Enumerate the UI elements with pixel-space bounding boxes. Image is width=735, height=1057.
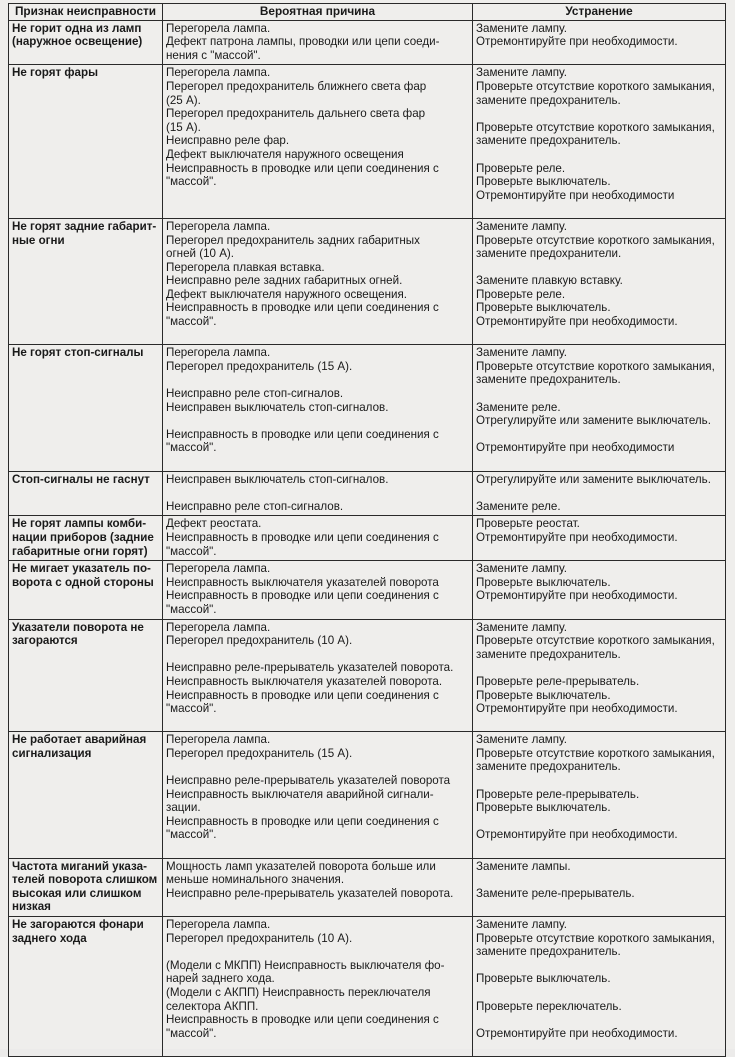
cause-line: Перегорел предохранитель дальнего света фар: [166, 107, 426, 121]
remedy-line: [476, 107, 722, 121]
remedy-cell: [473, 516, 726, 561]
table-row: [9, 619, 726, 732]
remedy-line: Проверьте выключатель.: [476, 688, 611, 702]
cause-line: "массой".: [166, 602, 217, 616]
cause-line: [166, 760, 469, 774]
symptom-cell: [9, 516, 163, 561]
cause-line: [166, 945, 469, 959]
remedy-line: Отремонтируйте при необходимости: [476, 441, 675, 455]
table-row: [9, 65, 726, 219]
cause-line: Перегорел предохранитель (15 А).: [166, 359, 353, 373]
remedy-line: Замените реле.: [476, 499, 561, 513]
cause-line: Перегорела лампа.: [166, 346, 271, 360]
cause-cell: [163, 516, 473, 561]
remedy-line: Замените лампу.: [476, 66, 567, 80]
cause-line: Дефект патрона лампы, проводки или цепи соеди-: [166, 35, 440, 49]
cause-line: (Модели с МКПП) Неисправность выключателя фо-: [166, 958, 445, 972]
cause-line: Перегорел предохранитель (10 А).: [166, 634, 353, 648]
cause-line: Перегорел предохранитель (10 А).: [166, 931, 353, 945]
remedy-line: Замените лампу.: [476, 219, 567, 233]
cause-line: Перегорел предохранитель (15 А).: [166, 746, 353, 760]
remedy-line: Проверьте отсутствие короткого замыкания, замените предохранитель.: [476, 931, 715, 959]
cause-line: Неисправность выключателя указателей поворота: [166, 575, 439, 589]
remedy-line: [476, 873, 722, 887]
cause-line: Перегорела лампа.: [166, 562, 271, 576]
symptom-cell: [9, 732, 163, 858]
cause-line: Неисправность в проводке или цепи соединения с: [166, 589, 439, 603]
remedy-line: Отрегулируйте или замените выключатель.: [476, 472, 711, 486]
remedy-line: Отремонтируйте при необходимости: [476, 188, 675, 202]
remedy-line: Проверьте реле.: [476, 161, 566, 175]
table-row: [9, 218, 726, 344]
remedy-line: Проверьте выключатель.: [476, 301, 611, 315]
remedy-line: [476, 603, 722, 617]
remedy-line: [476, 815, 722, 829]
table-row: [9, 917, 726, 1057]
table-row: [9, 20, 726, 65]
symptom-line: (наружное освещение): [12, 35, 143, 49]
remedy-line: Замените реле-прерыватель.: [476, 886, 635, 900]
remedy-line: Проверьте реле-прерыватель.: [476, 674, 640, 688]
remedy-line: Отремонтируйте при необходимости.: [476, 315, 678, 329]
remedy-line: [476, 387, 722, 401]
remedy-line: Отремонтируйте при необходимости.: [476, 35, 678, 49]
remedy-line: [476, 329, 722, 343]
remedy-line: Проверьте отсутствие короткого замыкания, замените предохранитель.: [476, 634, 715, 661]
remedy-line: Проверьте реостат.: [476, 517, 580, 531]
symptom-line: сигнализация: [12, 746, 92, 760]
symptom-line: Не горят задние габарит-: [12, 219, 157, 233]
symptom-cell: [9, 917, 163, 1057]
cause-line: Неисправен выключатель стоп-сигналов.: [166, 472, 389, 486]
cause-line: Неисправность в проводке или цепи соединения с: [166, 301, 439, 315]
remedy-cell: [473, 65, 726, 219]
cause-line: Перегорела лампа.: [166, 620, 271, 634]
remedy-line: [476, 49, 722, 63]
symptom-cell: [9, 345, 163, 471]
cause-line: Перегорел предохранитель ближнего света фар: [166, 79, 427, 93]
symptom-line: телей поворота слишком: [12, 873, 158, 887]
remedy-line: Проверьте отсутствие короткого замыкания, замените предохранители.: [476, 233, 715, 261]
remedy-cell: [473, 917, 726, 1057]
cause-line: Неисправность выключателя указателей поворота.: [166, 674, 443, 688]
troubleshooting-table: [8, 3, 726, 1057]
remedy-line: Проверьте выключатель.: [476, 575, 611, 589]
cause-line: Дефект выключателя наружного освещения.: [166, 287, 407, 301]
cause-line: [166, 486, 469, 500]
symptom-line: Не горит одна из ламп: [12, 21, 142, 35]
cause-cell: [163, 471, 473, 516]
remedy-line: [476, 1013, 722, 1027]
remedy-line: [476, 959, 722, 973]
symptom-line: Не работает аварийная: [12, 733, 147, 747]
symptom-line: Не загораются фонари: [12, 918, 144, 931]
cause-line: "массой".: [166, 828, 217, 842]
remedy-cell: [473, 732, 726, 858]
remedy-line: Отрегулируйте или замените выключатель.: [476, 414, 711, 428]
cause-line: [166, 373, 469, 387]
remedy-line: Замените лампу.: [476, 346, 567, 360]
remedy-line: Замените лампу.: [476, 620, 567, 634]
remedy-line: [476, 986, 722, 1000]
cause-line: Неисправен выключатель стоп-сигналов.: [166, 400, 389, 414]
cause-cell: [163, 858, 473, 916]
cause-line: "массой".: [166, 441, 217, 455]
symptom-cell: [9, 561, 163, 619]
remedy-line: [476, 716, 722, 730]
remedy-line: Проверьте реле-прерыватель.: [476, 787, 640, 801]
cause-cell: [163, 561, 473, 619]
cause-line: зации.: [166, 801, 201, 815]
cause-cell: [163, 20, 473, 65]
table-row: [9, 561, 726, 619]
cause-line: Мощность ламп указателей поворота больше или: [166, 859, 436, 873]
remedy-line: Проверьте отсутствие короткого замыкания, замените предохранитель.: [476, 359, 715, 387]
remedy-line: Замените лампы.: [476, 859, 571, 873]
table-row: [9, 858, 726, 916]
remedy-line: Отремонтируйте при необходимости.: [476, 530, 678, 544]
remedy-line: Замените реле.: [476, 400, 561, 414]
remedy-line: Отремонтируйте при необходимости.: [476, 702, 678, 716]
cause-line: Неисправно реле фар.: [166, 134, 290, 148]
cause-line: Неисправно реле стоп-сигналов.: [166, 387, 344, 401]
remedy-line: [476, 148, 722, 162]
symptom-line: Не горят стоп-сигналы: [12, 346, 144, 360]
remedy-line: [476, 202, 722, 216]
remedy-line: [476, 428, 722, 442]
cause-cell: [163, 917, 473, 1057]
cause-line: (Модели с АКПП) Неисправность переключателя: [166, 985, 431, 999]
cause-line: Неисправно реле-прерыватель указателей поворота.: [166, 661, 454, 675]
remedy-line: [476, 261, 722, 275]
cause-line: огней (10 А).: [166, 247, 235, 261]
cause-line: "массой".: [166, 702, 217, 716]
symptom-line: Не мигает указатель по-: [12, 562, 151, 576]
cause-line: Неисправность в проводке или цепи соединения с: [166, 530, 439, 544]
remedy-line: [476, 545, 722, 559]
cause-line: [166, 648, 469, 662]
cause-cell: [163, 345, 473, 471]
cause-cell: [163, 619, 473, 732]
cause-cell: [163, 732, 473, 858]
remedy-line: [476, 774, 722, 788]
remedy-line: Проверьте выключатель.: [476, 801, 611, 815]
cause-line: Неисправность в проводке или цепи соединения с: [166, 1013, 439, 1027]
cause-line: Неисправность в проводке или цепи соединения с: [166, 814, 439, 828]
remedy-line: Проверьте переключатель.: [476, 999, 622, 1013]
symptom-line: нации приборов (задние: [12, 530, 154, 544]
cause-line: нарей заднего хода.: [166, 972, 275, 986]
remedy-line: Замените лампу.: [476, 918, 567, 931]
cause-line: "массой".: [166, 175, 217, 189]
symptom-header: Признак неисправности: [9, 4, 163, 21]
cause-line: Неисправность выключателя аварийной сигнали-: [166, 787, 434, 801]
cause-line: Перегорел предохранитель задних габаритных: [166, 233, 420, 247]
cause-line: Дефект выключателя наружного освещения: [166, 147, 404, 161]
remedy-line: [476, 842, 722, 856]
remedy-line: [476, 455, 722, 469]
remedy-line: Проверьте реле.: [476, 287, 566, 301]
remedy-line: Замените лампу.: [476, 21, 567, 35]
remedy-cell: [473, 858, 726, 916]
symptom-cell: [9, 619, 163, 732]
symptom-line: низкая: [12, 900, 51, 914]
symptom-line: Не горят лампы комби-: [12, 517, 147, 531]
symptom-line: загораются: [12, 634, 78, 648]
symptom-line: высокая или слишком: [12, 886, 142, 900]
cause-cell: [163, 65, 473, 219]
remedy-header: Устранение: [473, 4, 726, 21]
remedy-line: Замените лампу.: [476, 733, 567, 747]
remedy-line: Отремонтируйте при необходимости.: [476, 828, 678, 842]
cause-line: Перегорела лампа.: [166, 918, 271, 931]
cause-line: Неисправность в проводке или цепи соединения с: [166, 161, 439, 175]
symptom-cell: [9, 858, 163, 916]
symptom-line: Стоп-сигналы не гаснут: [12, 472, 150, 486]
symptom-cell: [9, 218, 163, 344]
symptom-line: габаритные огни горят): [12, 544, 148, 558]
remedy-line: Проверьте отсутствие короткого замыкания, замените предохранитель.: [476, 120, 715, 148]
cause-line: Неисправно реле-прерыватель указателей поворота: [166, 774, 451, 788]
remedy-line: Отремонтируйте при необходимости.: [476, 1026, 678, 1040]
remedy-cell: [473, 619, 726, 732]
remedy-cell: [473, 471, 726, 516]
table-row: [9, 471, 726, 516]
symptom-cell: [9, 65, 163, 219]
remedy-line: [476, 661, 722, 675]
table-row: [9, 732, 726, 858]
remedy-line: [476, 1040, 722, 1054]
cause-line: Неисправность в проводке или цепи соединения с: [166, 688, 439, 702]
remedy-cell: [473, 345, 726, 471]
cause-line: Неисправно реле-прерыватель указателей поворота.: [166, 886, 454, 900]
remedy-line: [476, 486, 722, 500]
cause-line: Перегорела лампа.: [166, 66, 271, 80]
remedy-line: Проверьте отсутствие короткого замыкания, замените предохранитель.: [476, 79, 715, 107]
table-row: [9, 345, 726, 471]
symptom-line: ные огни: [12, 233, 65, 247]
cause-line: Перегорела лампа.: [166, 733, 271, 747]
symptom-cell: [9, 20, 163, 65]
remedy-line: Замените лампу.: [476, 562, 567, 576]
cause-line: [166, 414, 469, 428]
cause-line: Неисправно реле задних габаритных огней.: [166, 274, 403, 288]
header-row: [9, 4, 726, 21]
cause-line: "массой".: [166, 544, 217, 558]
cause-line: меньше номинального значения.: [166, 873, 345, 887]
cause-line: Неисправность в проводке или цепи соединения с: [166, 427, 439, 441]
cause-line: Неисправно реле стоп-сигналов.: [166, 499, 344, 513]
remedy-line: Отремонтируйте при необходимости.: [476, 589, 678, 603]
remedy-line: Замените плавкую вставку.: [476, 274, 623, 288]
cause-line: "массой".: [166, 315, 217, 329]
cause-line: (15 А).: [166, 120, 201, 134]
symptom-line: Указатели поворота не: [12, 620, 144, 634]
symptom-line: заднего хода: [12, 931, 87, 945]
symptom-line: ворота с одной стороны: [12, 575, 154, 589]
cause-line: "массой".: [166, 1026, 217, 1040]
cause-line: Перегорела лампа.: [166, 219, 271, 233]
remedy-cell: [473, 20, 726, 65]
remedy-line: Проверьте выключатель.: [476, 175, 611, 189]
table-row: [9, 516, 726, 561]
cause-line: Перегорела лампа.: [166, 21, 271, 35]
table-body: [9, 20, 726, 1056]
cause-line: Дефект реостата.: [166, 517, 262, 531]
remedy-line: Проверьте выключатель.: [476, 972, 611, 986]
remedy-cell: [473, 561, 726, 619]
cause-line: Перегорела плавкая вставка.: [166, 260, 325, 274]
symptom-line: Частота миганий указа-: [12, 859, 147, 873]
cause-line: селектора АКПП.: [166, 999, 259, 1013]
cause-cell: [163, 218, 473, 344]
remedy-line: Проверьте отсутствие короткого замыкания, замените предохранитель.: [476, 746, 715, 774]
symptom-line: Не горят фары: [12, 66, 98, 80]
cause-line: нения с "массой".: [166, 48, 261, 62]
cause-header: Вероятная причина: [163, 4, 473, 21]
symptom-cell: [9, 471, 163, 516]
remedy-cell: [473, 218, 726, 344]
cause-line: (25 А).: [166, 93, 201, 107]
